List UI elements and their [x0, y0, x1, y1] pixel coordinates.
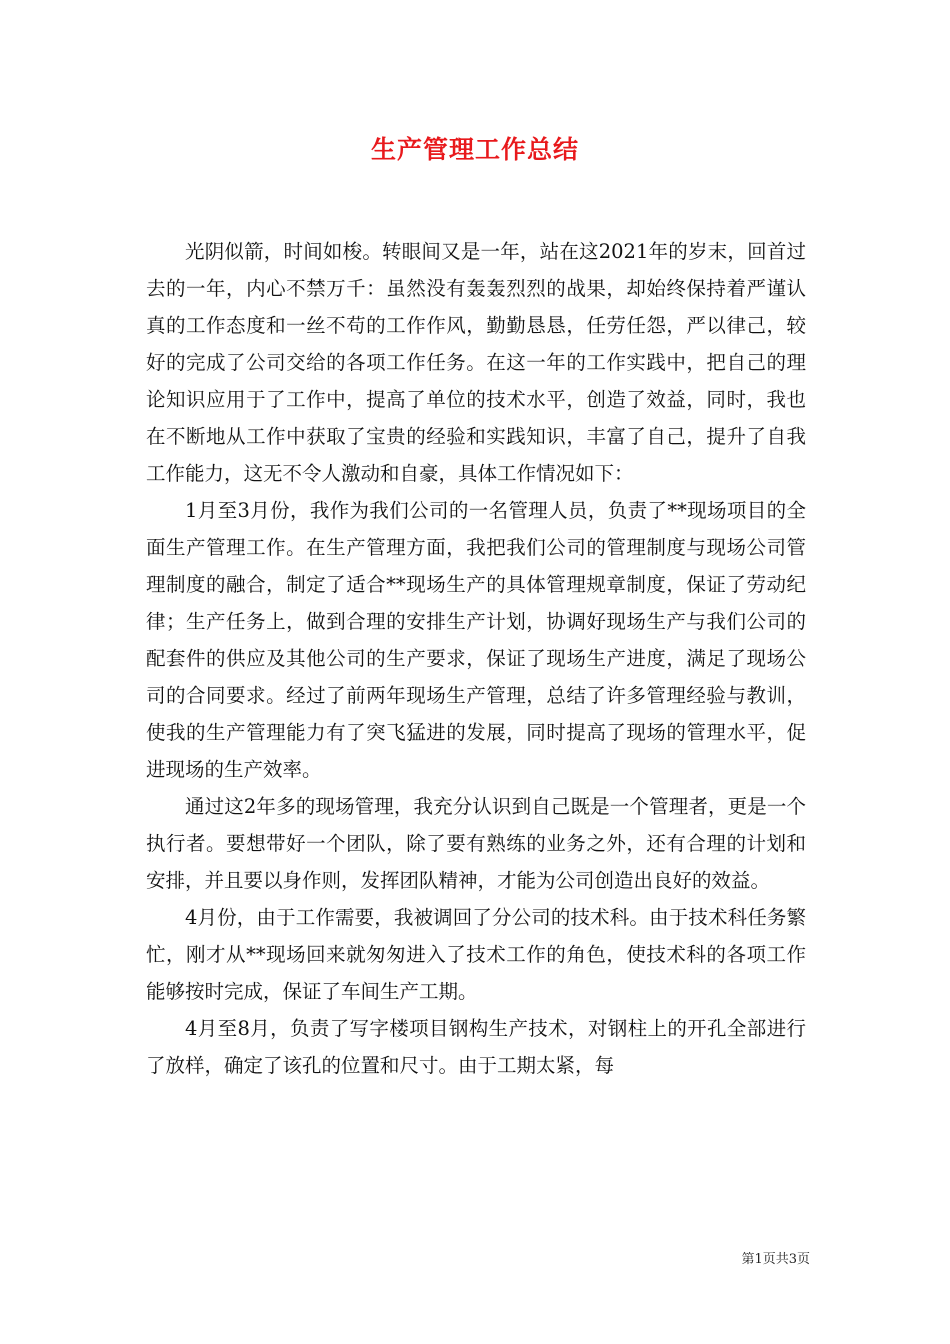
page-number: 第1页共3页 — [741, 1252, 810, 1267]
paragraph: 1月至3月份，我作为我们公司的一名管理人员，负责了**现场项目的全面生产管理工作。在生产管理方面，我把我们公司的管理制度与现场公司管理制度的融合，制定了适合**现场生产的具体管理规章制度，保证了劳动纪律；生产任务上，做到合理的安排生产计划，协调好现场生产与我们公司的配套件的供应及其他公司的生产要求，保证了现场生产进度，满足了现场公司的合同要求。经过了前两年现场生产管理，总结了许多管理经验与教训，使我的生产管理能力有了突飞猛进的发展，同时提高了现场的管理水平，促进现场的生产效率。 — [146, 499, 806, 781]
paragraph: 光阴似箭，时间如梭。转眼间又是一年，站在这2021年的岁末，回首过去的一年，内心不禁万千：虽然没有轰轰烈烈的战果，却始终保持着严谨认真的工作态度和一丝不苟的工作作风，勤勤恳恳，任劳任怨，严以律己，较好的完成了公司交给的各项工作任务。在这一年的工作实践中，把自己的理论知识应用于了工作中，提高了单位的技术水平，创造了效益，同时，我也在不断地从工作中获取了宝贵的经验和实践知识，丰富了自己，提升了自我工作能力，这无不令人激动和自豪，具体工作情况如下： — [146, 240, 806, 485]
document-body — [146, 233, 806, 1084]
paragraph: 4月至8月，负责了写字楼项目钢构生产技术，对钢柱上的开孔全部进行了放样，确定了该孔的位置和尺寸。由于工期太紧，每 — [146, 1017, 806, 1077]
paragraph: 4月份，由于工作需要，我被调回了分公司的技术科。由于技术科任务繁忙，刚才从**现场回来就匆匆进入了技术工作的角色，使技术科的各项工作能够按时完成，保证了车间生产工期。 — [146, 906, 806, 1003]
document-title: 生产管理工作总结 — [370, 135, 579, 164]
paragraph: 通过这2年多的现场管理，我充分认识到自己既是一个管理者，更是一个执行者。要想带好一个团队，除了要有熟练的业务之外，还有合理的计划和安排，并且要以身作则，发挥团队精神，才能为公司创造出良好的效益。 — [146, 795, 806, 892]
